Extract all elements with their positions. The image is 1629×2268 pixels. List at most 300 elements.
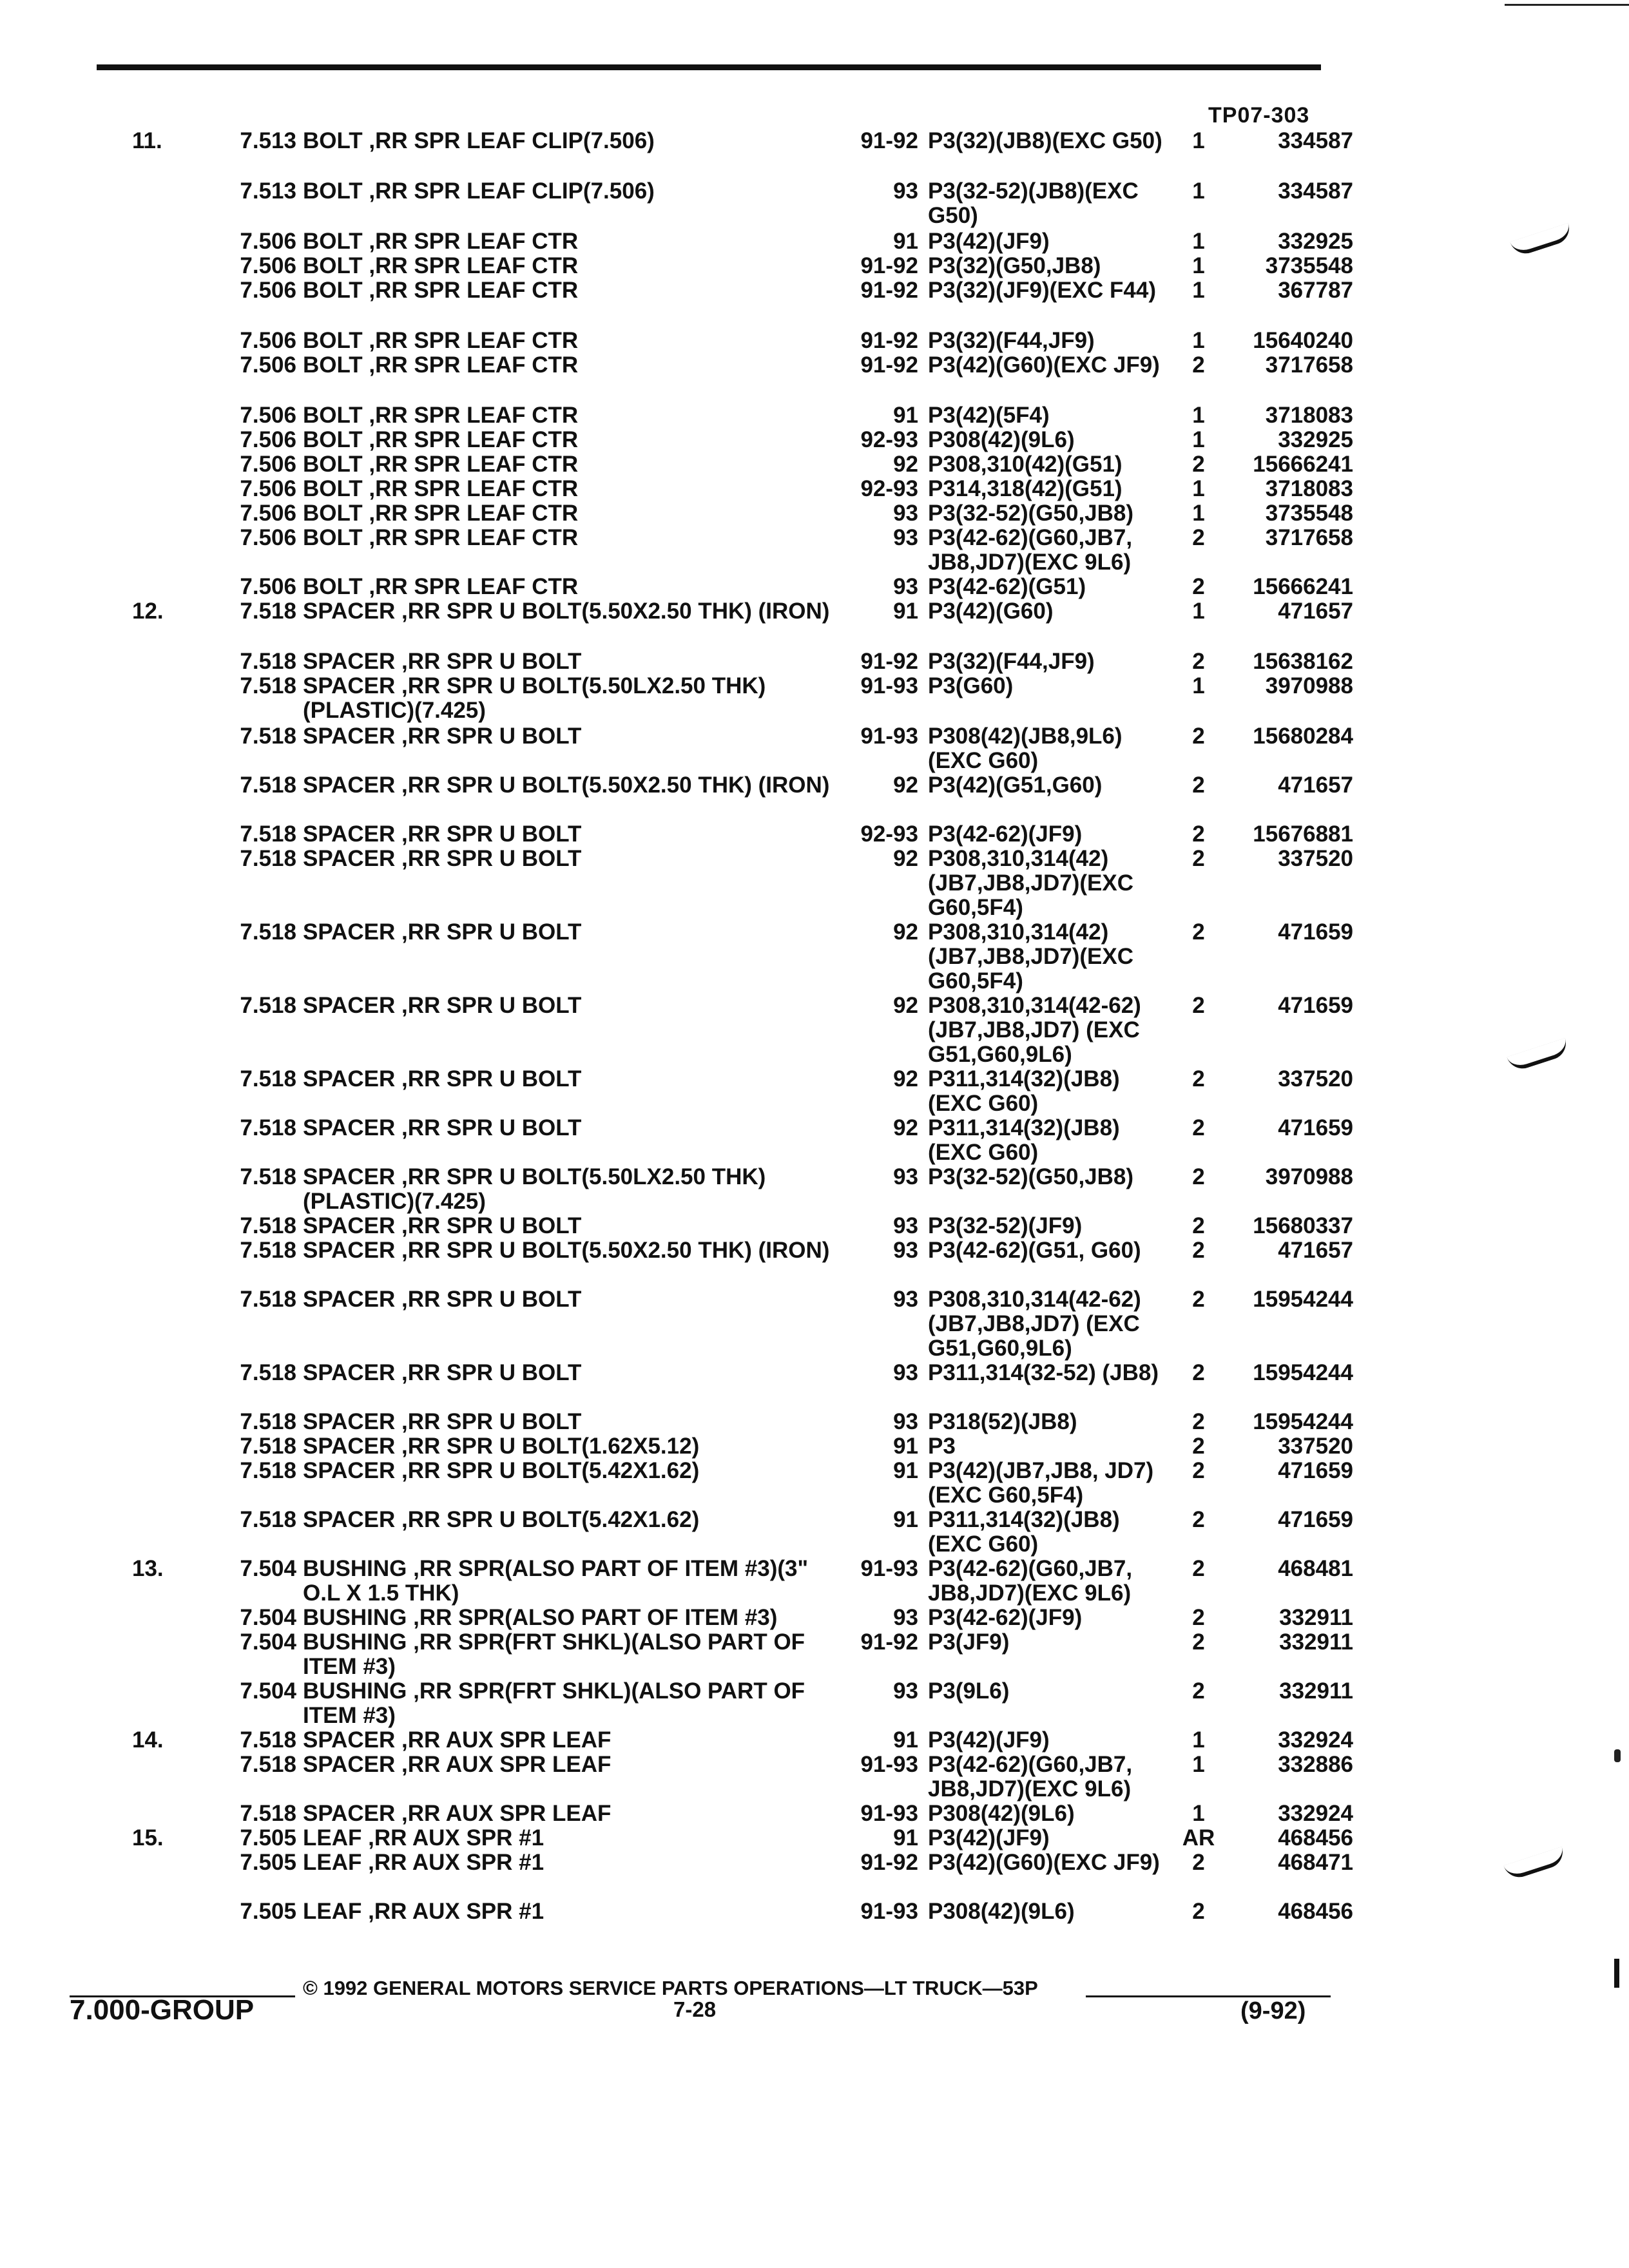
part-number: 3735548 [1265,253,1353,278]
part-number: 468471 [1278,1850,1353,1875]
part-name: SPACER [303,599,396,624]
application: P3(9L6) [928,1678,1010,1704]
quantity: 2 [1192,1458,1205,1483]
application: P318(52)(JB8) [928,1409,1077,1434]
application: P3(42-62)(G51, G60) [928,1238,1141,1263]
quantity: 1 [1192,128,1205,153]
part-name: SPACER [303,1727,396,1753]
part-detail: ,RR SPR U BOLT [401,919,582,945]
group-code: 7.518 [240,649,296,674]
part-detail: ,RR SPR U BOLT [401,649,582,674]
part-number: 15666241 [1253,452,1353,477]
part-detail: ,RR SPR U BOLT(5.50X2.50 THK) (IRON) [401,599,830,624]
quantity: 2 [1192,1409,1205,1434]
part-name: SPACER [303,1287,396,1312]
part-detail: ,RR SPR U BOLT [401,1213,582,1238]
group-label: 7.000-GROUP [70,1994,255,2026]
application: P311,314(32)(JB8) (EXC G60) [928,1507,1120,1557]
part-detail: ,RR SPR(ALSO PART OF ITEM #3)(3" O.L X 1.5 THK) [303,1556,809,1606]
application: P308(42)(9L6) [928,1899,1075,1924]
application: P3(42)(JF9) [928,1825,1050,1850]
part-description [303,1067,831,1091]
part-detail: ,RR SPR U BOLT(5.50X2.50 THK) (IRON) [401,773,830,798]
quantity: 2 [1192,724,1205,749]
part-description [303,129,831,153]
application: P3(JF9) [928,1629,1010,1655]
model-years: 91-92 [860,328,918,353]
quantity: 2 [1192,1850,1205,1875]
application: P3(42-62)(G60,JB7, JB8,JD7)(EXC 9L6) [928,1556,1133,1606]
part-name: BOLT [303,476,363,501]
part-detail: ,RR AUX SPR LEAF [401,1801,612,1826]
model-years: 91 [893,229,918,254]
part-number: 471659 [1278,1507,1353,1532]
part-description [303,452,831,477]
group-code: 7.518 [240,1213,296,1238]
part-name: SPACER [303,822,396,847]
model-years: 91 [893,1507,918,1532]
model-years: 91-92 [860,278,918,303]
model-years: 92-93 [860,822,918,847]
application: P311,314(32)(JB8) (EXC G60) [928,1115,1120,1165]
part-description [303,1802,831,1826]
model-years: 93 [893,1213,918,1238]
group-code: 7.506 [240,229,296,254]
part-number: 3718083 [1265,403,1353,428]
quantity: 2 [1192,1066,1205,1091]
model-years: 92-93 [860,476,918,501]
model-years: 91 [893,599,918,624]
quantity: 1 [1192,253,1205,278]
part-number: 334587 [1278,178,1353,204]
group-code: 7.513 [240,128,296,153]
group-code: 7.506 [240,253,296,278]
part-description [303,1214,831,1238]
part-number: 337520 [1278,1434,1353,1459]
part-number: 332925 [1278,427,1353,452]
group-code: 7.504 [240,1605,296,1630]
part-detail: ,RR SPR U BOLT(1.62X5.12) [401,1434,700,1459]
quantity: 1 [1192,476,1205,501]
group-code: 7.504 [240,1629,296,1655]
application: P3(42)(G60)(EXC JF9) [928,352,1160,378]
part-number: 337520 [1278,1066,1353,1091]
part-description [303,1508,831,1532]
part-name: SPACER [303,1213,396,1238]
model-years: 91-92 [860,352,918,378]
part-detail: ,RR SPR LEAF CTR [369,574,579,599]
group-code: 7.518 [240,1115,296,1140]
quantity: 2 [1192,1115,1205,1140]
part-number: 471657 [1278,773,1353,798]
quantity: 2 [1192,525,1205,550]
part-description [303,920,831,945]
group-code: 7.518 [240,1752,296,1777]
part-number: 337520 [1278,846,1353,871]
quantity: 2 [1192,1605,1205,1630]
part-description [303,1753,831,1777]
part-description [303,649,831,674]
part-description [303,1238,831,1263]
copyright-line: © 1992 GENERAL MOTORS SERVICE PARTS OPERATIONS—LT TRUCK—53P [303,1977,1038,1999]
part-number: 15666241 [1253,574,1353,599]
group-code: 7.518 [240,1238,296,1263]
page-id: TP07-303 [1208,103,1310,128]
part-detail: ,RR SPR U BOLT(5.50LX2.50 THK) (PLASTIC)(7.425) [303,673,766,723]
application: P3(42-62)(JF9) [928,822,1083,847]
application: P3(42)(JF9) [928,229,1050,254]
part-number: 3970988 [1265,673,1353,698]
model-years: 91-93 [860,1899,918,1924]
quantity: 2 [1192,1213,1205,1238]
model-years: 91-92 [860,1850,918,1875]
part-number: 15680284 [1253,724,1353,749]
application: P3(42-62)(G51) [928,574,1086,599]
model-years: 92 [893,919,918,945]
model-years: 93 [893,178,918,204]
part-description [303,428,831,452]
group-code: 7.506 [240,476,296,501]
part-description [303,1679,831,1728]
part-number: 332924 [1278,1801,1353,1826]
part-description [303,254,831,278]
item-number: 13. [132,1556,164,1581]
quantity: 2 [1192,1287,1205,1312]
part-detail: ,RR SPR LEAF CTR [369,352,579,378]
model-years: 91 [893,1727,918,1753]
part-detail: ,RR SPR LEAF CLIP(7.506) [369,178,655,204]
part-name: SPACER [303,919,396,945]
group-code: 7.518 [240,673,296,698]
application: P314,318(42)(G51) [928,476,1123,501]
part-name: SPACER [303,1115,396,1140]
group-code: 7.513 [240,178,296,204]
quantity: 2 [1192,993,1205,1018]
page-number: 7-28 [673,1997,717,2021]
model-years: 92 [893,1066,918,1091]
part-detail: ,RR SPR U BOLT [401,846,582,871]
model-years: 93 [893,501,918,526]
application: P3(32)(JF9)(EXC F44) [928,278,1156,303]
quantity: 2 [1192,1556,1205,1581]
group-code: 7.505 [240,1899,296,1924]
quantity: 2 [1192,1678,1205,1704]
part-description [303,1850,831,1875]
part-detail: ,RR AUX SPR #1 [368,1899,545,1924]
quantity: 1 [1192,1752,1205,1777]
quantity: 1 [1192,1801,1205,1826]
quantity: 2 [1192,822,1205,847]
model-years: 91-93 [860,1752,918,1777]
group-code: 7.518 [240,1287,296,1312]
application: P3(32-52)(JF9) [928,1213,1083,1238]
model-years: 92 [893,993,918,1018]
part-name: SPACER [303,773,396,798]
part-description [303,1606,831,1630]
part-name: SPACER [303,1238,396,1263]
application: P308(42)(9L6) [928,1801,1075,1826]
group-code: 7.518 [240,846,296,871]
model-years: 92 [893,1115,918,1140]
group-code: 7.518 [240,1164,296,1189]
part-description [303,773,831,798]
part-detail: ,RR SPR LEAF CTR [369,278,579,303]
application: P3(42-62)(G60,JB7, JB8,JD7)(EXC 9L6) [928,525,1133,575]
part-name: SPACER [303,846,396,871]
part-number: 332925 [1278,229,1353,254]
model-years: 93 [893,1360,918,1385]
part-name: SPACER [303,1066,396,1091]
part-description [303,501,831,526]
application: P308,310,314(42) (JB7,JB8,JD7)(EXC G60,5F4) [928,919,1133,994]
part-name: SPACER [303,1507,396,1532]
model-years: 92 [893,452,918,477]
group-code: 7.518 [240,822,296,847]
model-years: 91-92 [860,128,918,153]
application: P3(42-62)(JF9) [928,1605,1083,1630]
part-name: BOLT [303,403,363,428]
group-code: 7.518 [240,1360,296,1385]
quantity: 2 [1192,1164,1205,1189]
part-description [303,353,831,378]
group-code: 7.518 [240,1434,296,1459]
quantity: 1 [1192,178,1205,204]
application: P308,310(42)(G51) [928,452,1123,477]
part-detail: ,RR SPR LEAF CLIP(7.506) [369,128,655,153]
part-description [303,229,831,254]
application: P3(42)(JF9) [928,1727,1050,1753]
application: P3(42)(JB7,JB8, JD7)(EXC G60,5F4) [928,1458,1154,1508]
part-number: 332886 [1278,1752,1353,1777]
part-name: SPACER [303,673,396,698]
group-code: 7.518 [240,1507,296,1532]
application: P3 [928,1434,956,1459]
part-description [303,1630,831,1679]
model-years: 93 [893,1164,918,1189]
part-name: BOLT [303,525,363,550]
part-description [303,1287,831,1312]
part-name: BOLT [303,328,363,353]
application: P308,310,314(42) (JB7,JB8,JD7)(EXC G60,5F4) [928,846,1133,920]
quantity: 2 [1192,352,1205,378]
part-description [303,1434,831,1459]
part-description [303,1557,831,1606]
quantity: 2 [1192,574,1205,599]
part-description [303,1826,831,1850]
part-detail: ,RR SPR LEAF CTR [369,229,579,254]
part-detail: ,RR SPR U BOLT [401,822,582,847]
part-detail: ,RR SPR LEAF CTR [369,501,579,526]
part-number: 15638162 [1253,649,1353,674]
part-number: 471659 [1278,993,1353,1018]
part-number: 3970988 [1265,1164,1353,1189]
part-number: 468456 [1278,1899,1353,1924]
part-detail: ,RR SPR(FRT SHKL)(ALSO PART OF ITEM #3) [303,1678,805,1728]
application: P3(42)(G60)(EXC JF9) [928,1850,1160,1875]
part-detail: ,RR SPR U BOLT(5.50X2.50 THK) (IRON) [401,1238,830,1263]
model-years: 92-93 [860,427,918,452]
part-number: 3718083 [1265,476,1353,501]
part-detail: ,RR SPR U BOLT [401,1287,582,1312]
quantity: 2 [1192,1629,1205,1655]
part-description [303,477,831,501]
quantity: 1 [1192,427,1205,452]
model-years: 93 [893,1605,918,1630]
quantity: 2 [1192,452,1205,477]
part-name: BOLT [303,352,363,378]
part-number: 15954244 [1253,1409,1353,1434]
part-number: 15954244 [1253,1360,1353,1385]
part-description [303,1116,831,1140]
model-years: 93 [893,1238,918,1263]
part-description [303,599,831,624]
part-name: BOLT [303,128,363,153]
model-years: 93 [893,1287,918,1312]
part-description [303,1165,831,1214]
part-detail: ,RR AUX SPR #1 [368,1825,545,1850]
part-detail: ,RR SPR U BOLT [401,1409,582,1434]
group-code: 7.518 [240,993,296,1018]
part-number: 332911 [1279,1629,1353,1655]
part-name: SPACER [303,1458,396,1483]
part-description [303,575,831,599]
part-name: SPACER [303,1752,396,1777]
part-name: BUSHING [303,1556,407,1581]
group-code: 7.518 [240,599,296,624]
part-name: SPACER [303,649,396,674]
part-number: 367787 [1278,278,1353,303]
group-code: 7.505 [240,1825,296,1850]
part-number: 15954244 [1253,1287,1353,1312]
quantity: 2 [1192,1507,1205,1532]
model-years: 93 [893,525,918,550]
quantity: 2 [1192,1360,1205,1385]
part-name: LEAF [303,1850,362,1875]
application: P311,314(32)(JB8) (EXC G60) [928,1066,1120,1116]
part-detail: ,RR SPR U BOLT [401,1115,582,1140]
part-name: SPACER [303,1801,396,1826]
part-number: 15676881 [1253,822,1353,847]
quantity: 1 [1192,229,1205,254]
quantity: 2 [1192,649,1205,674]
application: P3(42-62)(G60,JB7, JB8,JD7)(EXC 9L6) [928,1752,1133,1802]
revision-date: (9-92) [1240,1997,1306,2024]
quantity: 1 [1192,673,1205,698]
part-detail: ,RR SPR LEAF CTR [369,253,579,278]
model-years: 91-92 [860,253,918,278]
part-detail: ,RR SPR LEAF CTR [369,328,579,353]
group-code: 7.518 [240,724,296,749]
part-number: 471659 [1278,919,1353,945]
application: P3(42)(G51,G60) [928,773,1103,798]
model-years: 93 [893,1409,918,1434]
application: P308(42)(JB8,9L6) (EXC G60) [928,724,1123,773]
part-number: 471659 [1278,1115,1353,1140]
quantity: 1 [1192,1727,1205,1753]
application: P3(32)(JB8)(EXC G50) [928,128,1162,153]
item-number: 15. [132,1825,164,1850]
model-years: 91-92 [860,649,918,674]
part-description [303,1410,831,1434]
part-detail: ,RR SPR LEAF CTR [369,476,579,501]
part-detail: ,RR SPR U BOLT(5.42X1.62) [401,1458,700,1483]
part-number: 3717658 [1265,352,1353,378]
item-number: 12. [132,599,164,624]
quantity: 2 [1192,773,1205,798]
model-years: 91-93 [860,724,918,749]
group-code: 7.518 [240,1801,296,1826]
part-name: BUSHING [303,1629,407,1655]
part-detail: ,RR SPR U BOLT [401,1066,582,1091]
part-detail: ,RR SPR(ALSO PART OF ITEM #3) [413,1605,778,1630]
margin-mark [1614,1959,1619,1988]
part-description [303,403,831,428]
part-name: SPACER [303,724,396,749]
quantity: 1 [1192,328,1205,353]
model-years: 92 [893,846,918,871]
part-detail: ,RR SPR U BOLT(5.42X1.62) [401,1507,700,1532]
part-detail: ,RR SPR U BOLT [401,724,582,749]
group-code: 7.504 [240,1556,296,1581]
application: P308,310,314(42-62)(JB7,JB8,JD7) (EXC G51,G60,9L6) [928,993,1141,1067]
part-name: BUSHING [303,1605,407,1630]
part-description [303,1728,831,1753]
part-number: 332911 [1279,1605,1353,1630]
part-name: BOLT [303,501,363,526]
quantity: 1 [1192,278,1205,303]
group-code: 7.505 [240,1850,296,1875]
part-number: 332924 [1278,1727,1353,1753]
part-name: LEAF [303,1899,362,1924]
part-name: LEAF [303,1825,362,1850]
part-name: BOLT [303,278,363,303]
margin-mark [1614,1749,1621,1762]
part-detail: ,RR AUX SPR #1 [368,1850,545,1875]
group-code: 7.518 [240,919,296,945]
quantity: AR [1182,1825,1215,1850]
part-description [303,1361,831,1385]
part-name: SPACER [303,1409,396,1434]
part-description [303,724,831,749]
model-years: 91 [893,1458,918,1483]
application: P3(G60) [928,673,1014,698]
quantity: 1 [1192,599,1205,624]
item-number: 14. [132,1727,164,1753]
group-code: 7.506 [240,427,296,452]
part-description [303,822,831,847]
model-years: 91 [893,1825,918,1850]
group-code: 7.518 [240,1409,296,1434]
application: P311,314(32-52) (JB8) [928,1360,1159,1385]
group-code: 7.506 [240,525,296,550]
part-description [303,179,831,204]
part-detail: ,RR SPR U BOLT(5.50LX2.50 THK) (PLASTIC)(7.425) [303,1164,766,1214]
application: P3(32-52)(G50,JB8) [928,501,1134,526]
part-name: BOLT [303,427,363,452]
part-description [303,278,831,303]
part-number: 471657 [1278,599,1353,624]
part-description [303,1459,831,1483]
group-code: 7.518 [240,1458,296,1483]
part-detail: ,RR AUX SPR LEAF [401,1752,612,1777]
group-code: 7.518 [240,1066,296,1091]
group-code: 7.506 [240,501,296,526]
part-detail: ,RR SPR LEAF CTR [369,427,579,452]
group-code: 7.506 [240,452,296,477]
part-description [303,526,831,550]
application: P3(32)(G50,JB8) [928,253,1101,278]
part-number: 3717658 [1265,525,1353,550]
